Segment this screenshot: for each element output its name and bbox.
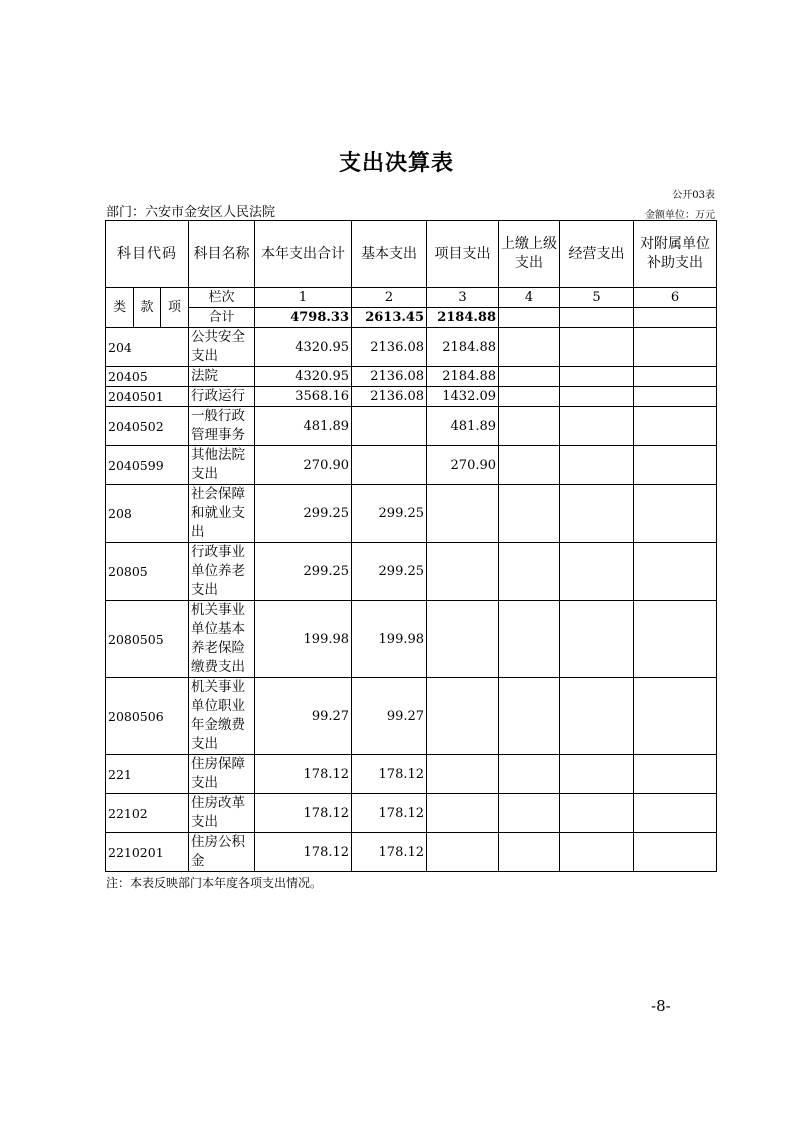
row-upper — [499, 328, 560, 367]
header-lanci: 栏次 — [189, 288, 255, 308]
row-total: 178.12 — [255, 755, 352, 794]
row-business — [560, 543, 634, 601]
row-business — [560, 367, 634, 387]
col-index-6: 6 — [634, 288, 717, 308]
row-subsidiary — [634, 485, 717, 543]
row-total: 199.98 — [255, 601, 352, 678]
row-business — [560, 485, 634, 543]
row-upper — [499, 446, 560, 485]
row-subsidiary — [634, 407, 717, 446]
expenditure-table — [105, 220, 717, 872]
row-project: 481.89 — [427, 407, 499, 446]
total-amount: 4798.33 — [255, 308, 352, 328]
row-upper — [499, 367, 560, 387]
row-project — [427, 485, 499, 543]
row-name: 机关事业单位职业年金缴费支出 — [189, 678, 255, 755]
table-row — [106, 755, 717, 794]
row-project: 1432.09 — [427, 387, 499, 407]
row-upper — [499, 833, 560, 872]
header-row — [106, 221, 717, 288]
table-row — [106, 543, 717, 601]
row-code: 204 — [106, 328, 189, 367]
row-subsidiary — [634, 678, 717, 755]
row-business — [560, 833, 634, 872]
row-upper — [499, 678, 560, 755]
col-index-4: 4 — [499, 288, 560, 308]
row-code: 2080505 — [106, 601, 189, 678]
row-business — [560, 755, 634, 794]
table-row — [106, 678, 717, 755]
row-project — [427, 755, 499, 794]
row-subsidiary — [634, 543, 717, 601]
header-subsidiary: 对附属单位补助支出 — [634, 221, 717, 288]
row-code: 2040599 — [106, 446, 189, 485]
row-business — [560, 678, 634, 755]
row-total: 178.12 — [255, 833, 352, 872]
row-basic: 178.12 — [352, 755, 427, 794]
row-name: 行政事业单位养老支出 — [189, 543, 255, 601]
row-upper — [499, 601, 560, 678]
row-project — [427, 794, 499, 833]
row-code: 221 — [106, 755, 189, 794]
row-name: 机关事业单位基本养老保险缴费支出 — [189, 601, 255, 678]
row-subsidiary — [634, 794, 717, 833]
table-row — [106, 833, 717, 872]
total-label: 合计 — [189, 308, 255, 328]
row-business — [560, 601, 634, 678]
row-basic: 2136.08 — [352, 328, 427, 367]
row-code: 2210201 — [106, 833, 189, 872]
row-business — [560, 446, 634, 485]
row-subsidiary — [634, 601, 717, 678]
row-project — [427, 833, 499, 872]
row-project: 2184.88 — [427, 367, 499, 387]
header-code: 科目代码 — [106, 221, 189, 288]
row-upper — [499, 794, 560, 833]
row-upper — [499, 543, 560, 601]
row-total: 99.27 — [255, 678, 352, 755]
row-project — [427, 601, 499, 678]
header-project: 项目支出 — [427, 221, 499, 288]
row-code: 2040502 — [106, 407, 189, 446]
total-row — [106, 308, 717, 328]
col-index-3: 3 — [427, 288, 499, 308]
row-subsidiary — [634, 387, 717, 407]
row-total: 299.25 — [255, 543, 352, 601]
row-total: 299.25 — [255, 485, 352, 543]
row-total: 4320.95 — [255, 328, 352, 367]
header-basic: 基本支出 — [352, 221, 427, 288]
header-name: 科目名称 — [189, 221, 255, 288]
row-total: 3568.16 — [255, 387, 352, 407]
row-business — [560, 407, 634, 446]
table-row — [106, 446, 717, 485]
row-name: 住房保障支出 — [189, 755, 255, 794]
table-row — [106, 367, 717, 387]
department-label: 部门：六安市金安区人民法院 — [106, 205, 276, 220]
row-subsidiary — [634, 755, 717, 794]
row-basic: 299.25 — [352, 485, 427, 543]
header-xiang: 项 — [161, 288, 189, 328]
row-project: 2184.88 — [427, 328, 499, 367]
row-code: 2040501 — [106, 387, 189, 407]
footnote: 注：本表反映部门本年度各项支出情况。 — [106, 876, 323, 890]
row-basic: 299.25 — [352, 543, 427, 601]
row-total: 481.89 — [255, 407, 352, 446]
row-basic — [352, 407, 427, 446]
row-upper — [499, 755, 560, 794]
total-basic: 2613.45 — [352, 308, 427, 328]
row-total: 178.12 — [255, 794, 352, 833]
header-upper: 上缴上级支出 — [499, 221, 560, 288]
row-business — [560, 794, 634, 833]
row-upper — [499, 387, 560, 407]
table-number: 公开03表 — [672, 190, 715, 201]
col-index-2: 2 — [352, 288, 427, 308]
row-code: 20805 — [106, 543, 189, 601]
row-business — [560, 387, 634, 407]
row-basic: 2136.08 — [352, 387, 427, 407]
row-business — [560, 328, 634, 367]
table-row — [106, 407, 717, 446]
row-subsidiary — [634, 328, 717, 367]
row-basic: 99.27 — [352, 678, 427, 755]
row-basic: 199.98 — [352, 601, 427, 678]
total-project: 2184.88 — [427, 308, 499, 328]
row-name: 住房公积金 — [189, 833, 255, 872]
row-basic — [352, 446, 427, 485]
total-subsidiary — [634, 308, 717, 328]
table-row — [106, 328, 717, 367]
row-total: 270.90 — [255, 446, 352, 485]
row-name: 其他法院支出 — [189, 446, 255, 485]
row-project — [427, 678, 499, 755]
column-index-row — [106, 288, 717, 308]
total-business — [560, 308, 634, 328]
row-upper — [499, 407, 560, 446]
row-name: 社会保障和就业支出 — [189, 485, 255, 543]
row-upper — [499, 485, 560, 543]
row-total: 4320.95 — [255, 367, 352, 387]
row-subsidiary — [634, 446, 717, 485]
table-row — [106, 485, 717, 543]
row-code: 208 — [106, 485, 189, 543]
row-name: 公共安全支出 — [189, 328, 255, 367]
row-name: 一般行政管理事务 — [189, 407, 255, 446]
row-project — [427, 543, 499, 601]
total-upper — [499, 308, 560, 328]
table-row — [106, 601, 717, 678]
row-basic: 178.12 — [352, 794, 427, 833]
header-business: 经营支出 — [560, 221, 634, 288]
row-subsidiary — [634, 833, 717, 872]
row-name: 行政运行 — [189, 387, 255, 407]
row-code: 2080506 — [106, 678, 189, 755]
amount-unit: 金额单位：万元 — [645, 210, 715, 221]
row-code: 22102 — [106, 794, 189, 833]
col-index-5: 5 — [560, 288, 634, 308]
table-row — [106, 794, 717, 833]
table-row — [106, 387, 717, 407]
row-name: 法院 — [189, 367, 255, 387]
row-basic: 2136.08 — [352, 367, 427, 387]
header-total: 本年支出合计 — [255, 221, 352, 288]
row-code: 20405 — [106, 367, 189, 387]
page-number: -8- — [651, 997, 671, 1015]
row-subsidiary — [634, 367, 717, 387]
row-basic: 178.12 — [352, 833, 427, 872]
header-kuan: 款 — [134, 288, 161, 328]
row-name: 住房改革支出 — [189, 794, 255, 833]
page-title: 支出决算表 — [338, 151, 454, 176]
header-lei: 类 — [106, 288, 134, 328]
col-index-1: 1 — [255, 288, 352, 308]
row-project: 270.90 — [427, 446, 499, 485]
